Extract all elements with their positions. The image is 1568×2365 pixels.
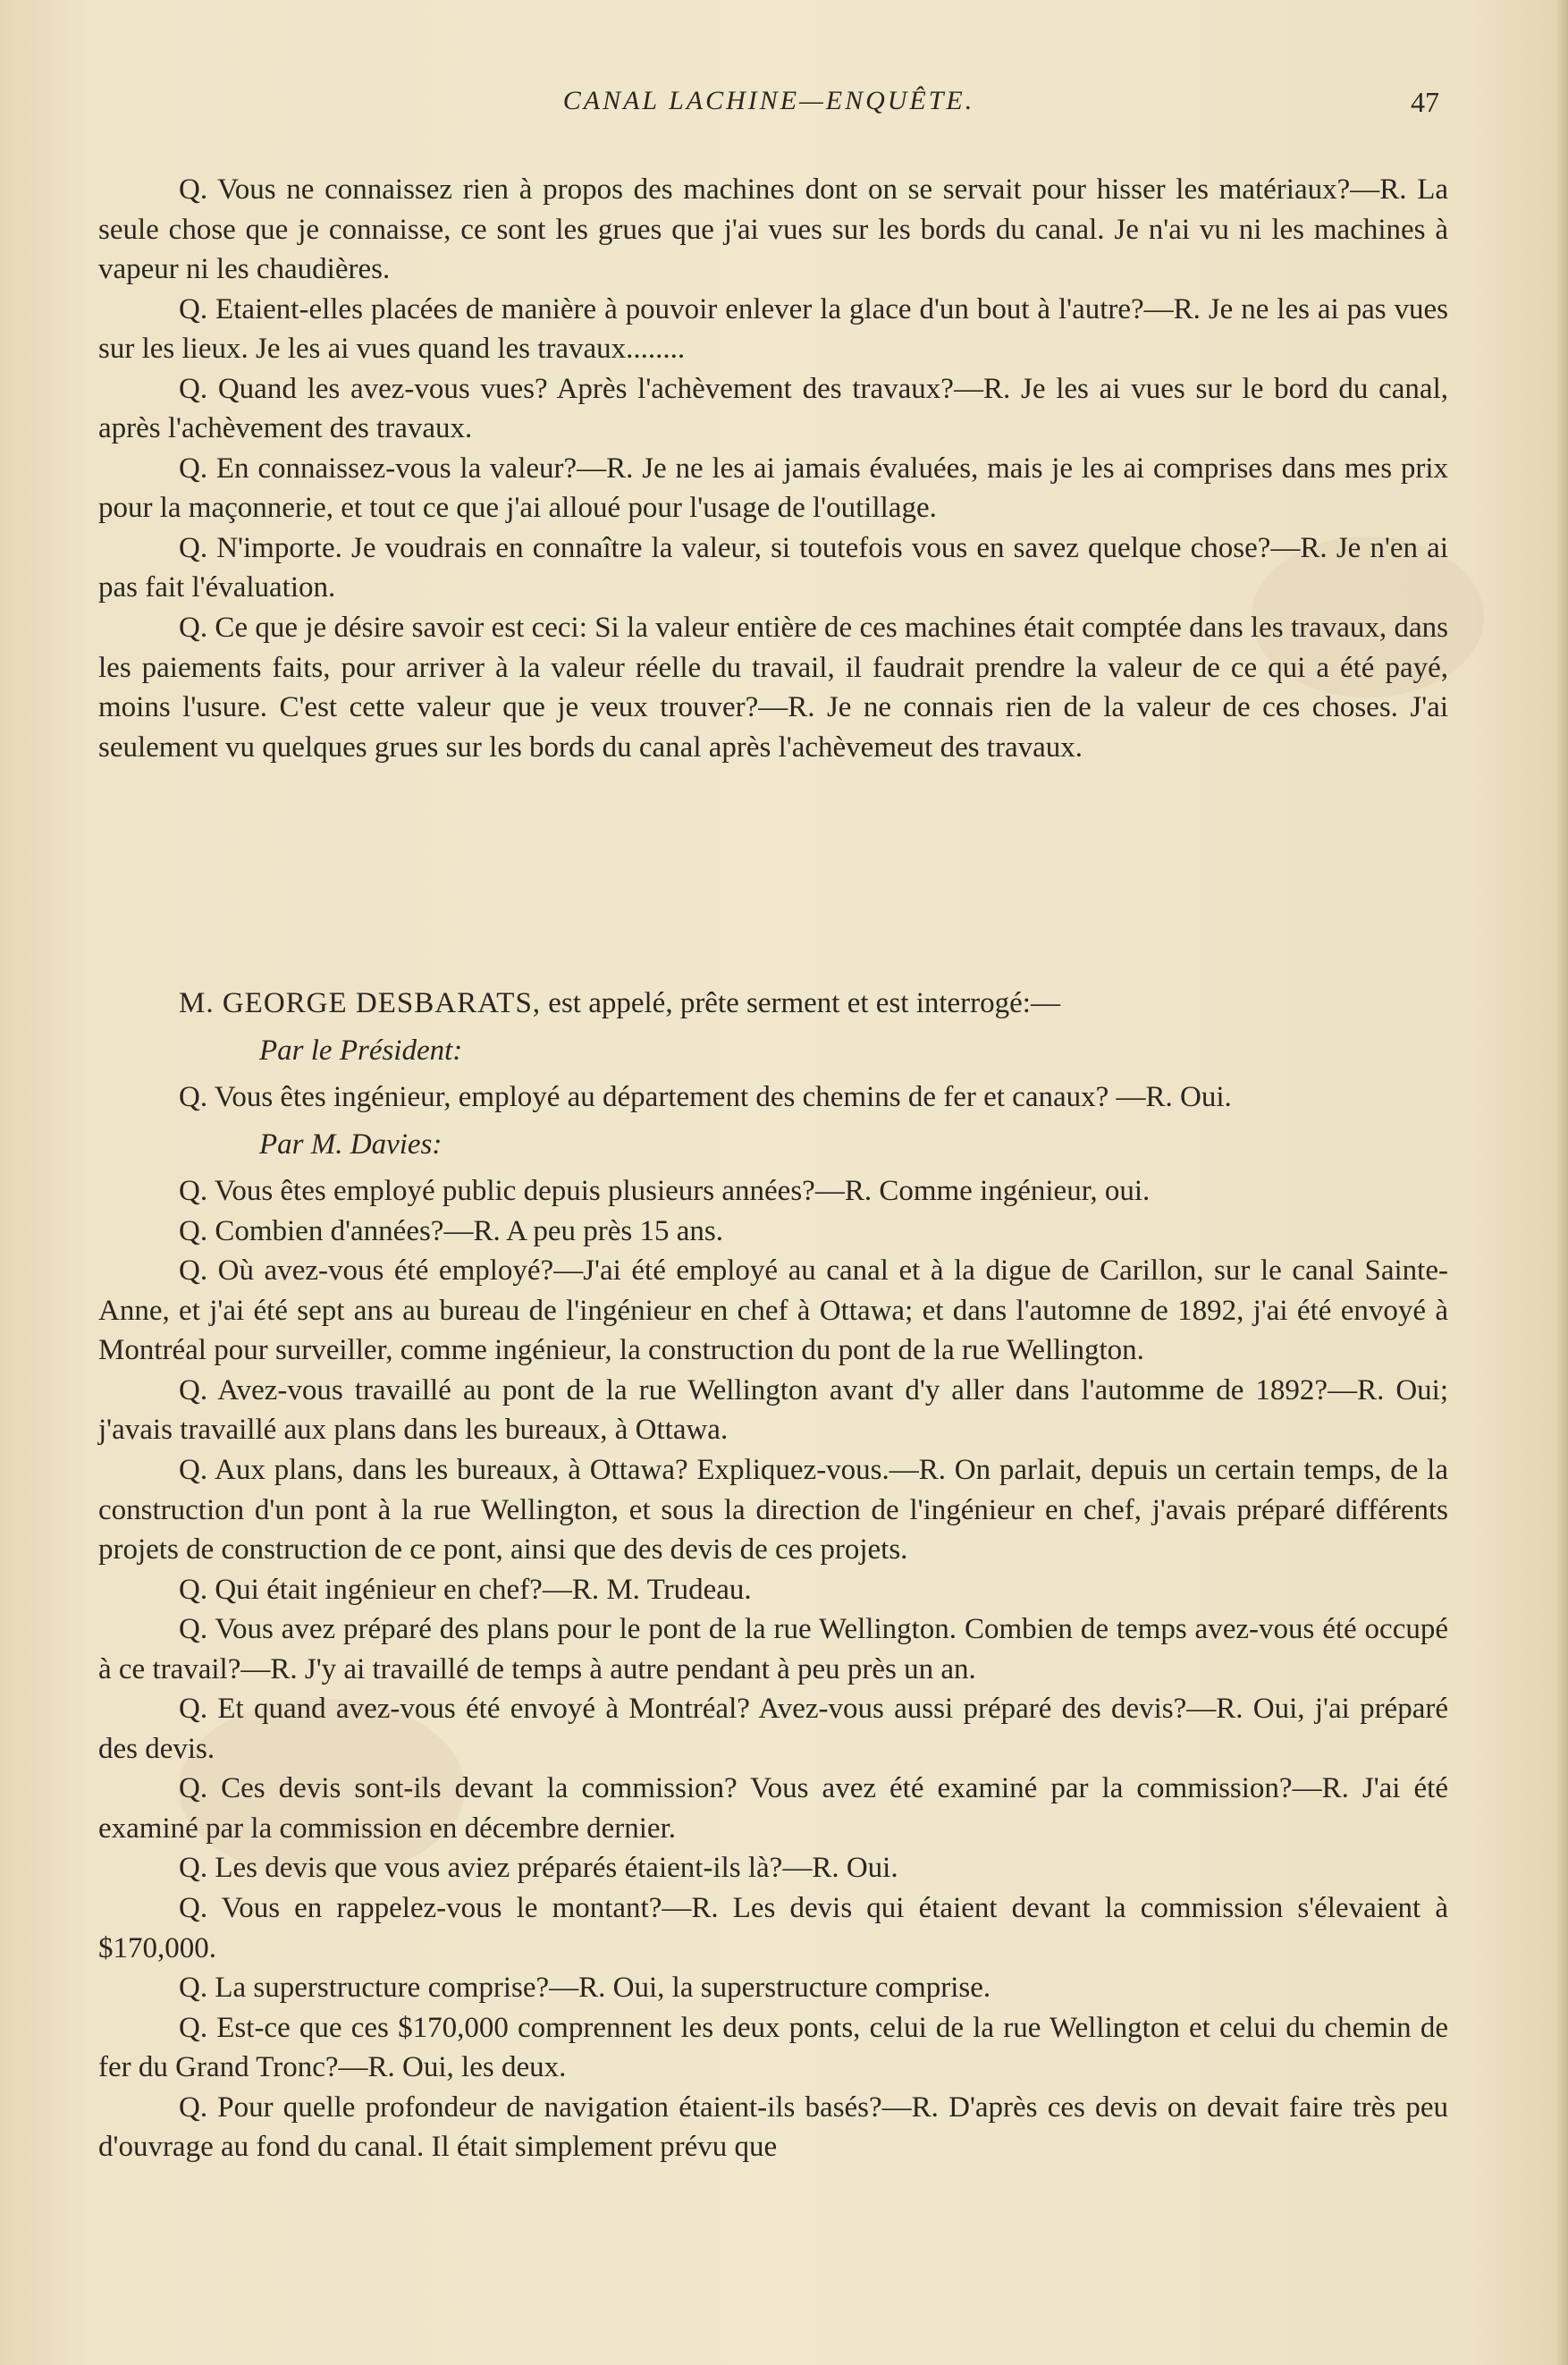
running-title: CANAL LACHINE—ENQUÊTE. [562,86,975,115]
qa-paragraph: Q. Vous en rappelez-vous le montant?—R. Les devis qui étaient devant la commission s'élevaient à $170,000. [98,1892,1448,1964]
examiner-heading: Par M. Davies: [259,1128,443,1161]
qa-paragraph: Q. Où avez-vous été employé?—J'ai été employé au canal et à la digue de Carillon, sur le canal Sainte-Anne, et j'ai été sept ans au bureau de l'ingénieur en chef à Ottawa; et dans l'automne de 1892, j'ai été envoyé à Montréal pour surveiller, comme ingénieur, la construction du pont de la rue Wellington. [98,1254,1448,1367]
qa-paragraph: Q. Qui était ingénieur en chef?—R. M. Trudeau. [179,1573,752,1606]
qa-paragraph: Q. Avez-vous travaillé au pont de la rue Wellington avant d'y aller dans l'automme de 1892?—R. Oui; j'avais travaillé aux plans dans les bureaux, à Ottawa. [98,1373,1448,1447]
qa-paragraph: Q. N'importe. Je voudrais en connaître la valeur, si toutefois vous en savez quelque chose?—R. Je n'en ai pas fait l'évaluation. [98,531,1448,604]
qa-paragraph: Q. Vous êtes employé public depuis plusieurs années?—R. Comme ingénieur, oui. [179,1175,1151,1208]
witness-intro [98,984,1448,1024]
witness-name: M. GEORGE DESBARATS, [179,987,542,1019]
qa-paragraph: Q. Vous ne connaissez rien à propos des machines dont on se servait pour hisser les matériaux?—R. La seule chose que je connaisse, ce sont les grues que j'ai vues sur les bords du canal. Je n'ai vu ni les machines à vapeur ni les chaudières. [98,173,1448,286]
qa-paragraph: Q. Combien d'années?—R. A peu près 15 ans. [179,1214,724,1247]
testimony-section-1 [98,170,1448,767]
testimony-section-2 [98,984,1448,2167]
qa-paragraph: Q. En connaissez-vous la valeur?—R. Je ne les ai jamais évaluées, mais je les ai comprises dans mes prix pour la maçonnerie, et tout ce que j'ai alloué pour l'usage de l'outillage. [98,452,1448,525]
running-head [98,86,1439,131]
page-edge-shadow [1555,0,1568,2365]
qa-paragraph: Q. Ces devis sont-ils devant la commission? Vous avez été examiné par la commission?—R. J'ai été examiné par la commission en décembre dernier. [98,1772,1448,1845]
qa-paragraph: Q. Et quand avez-vous été envoyé à Montréal? Avez-vous aussi préparé des devis?—R. Oui, j'ai préparé des devis. [98,1693,1448,1765]
qa-paragraph: Q. Vous avez préparé des plans pour le pont de la rue Wellington. Combien de temps avez-vous été occupé à ce travail?—R. J'y ai travaillé de temps à autre pendant à peu près un an. [98,1613,1448,1685]
witness-intro-text: est appelé, prête serment et est interrogé:— [541,987,1060,1019]
page-number: 47 [1411,86,1439,118]
qa-paragraph: Q. Pour quelle profondeur de navigation étaient-ils basés?—R. D'après ces devis on devait faire très peu d'ouvrage au fond du canal. Il était simplement prévu que [98,2090,1448,2164]
qa-paragraph: Q. La superstructure comprise?—R. Oui, la superstructure comprise. [179,1972,991,2005]
qa-paragraph: Q. Etaient-elles placées de manière à pouvoir enlever la glace d'un bout à l'autre?—R. Je ne les ai pas vues sur les lieux. Je les ai vues quand les travaux........ [98,292,1448,366]
qa-paragraph: Q. Aux plans, dans les bureaux, à Ottawa? Expliquez-vous.—R. On parlait, depuis un certain temps, de la construction d'un pont à la rue Wellington, et sous la direction de l'ingénieur en chef, j'avais préparé différents projets de construction de ce pont, ainsi que des devis de ces projets. [98,1454,1448,1567]
examiner-heading: Par le Président: [259,1034,463,1067]
qa-paragraph: Q. Les devis que vous aviez préparés étaient-ils là?—R. Oui. [179,1852,898,1885]
qa-paragraph: Q. Quand les avez-vous vues? Après l'achèvement des travaux?—R. Je les ai vues sur le bord du canal, après l'achèvement des travaux. [98,372,1448,445]
qa-paragraph: Q. Vous êtes ingénieur, employé au département des chemins de fer et canaux? —R. Oui. [179,1081,1232,1114]
qa-paragraph: Q. Ce que je désire savoir est ceci: Si la valeur entière de ces machines était comptée dans les travaux, dans les paiements faits, pour arriver à la valeur réelle du travail, il faudrait prendre la valeur de ce qui a été payé, moins l'usure. C'est cette valeur que je veux trouver?—R. Je ne connais rien de la valeur de ces choses. J'ai seulement vu quelques grues sur les bords du canal après l'achèvemeut des travaux. [98,612,1448,764]
qa-paragraph: Q. Est-ce que ces $170,000 comprennent les deux ponts, celui de la rue Wellington et celui du chemin de fer du Grand Tronc?—R. Oui, les deux. [98,2011,1448,2084]
